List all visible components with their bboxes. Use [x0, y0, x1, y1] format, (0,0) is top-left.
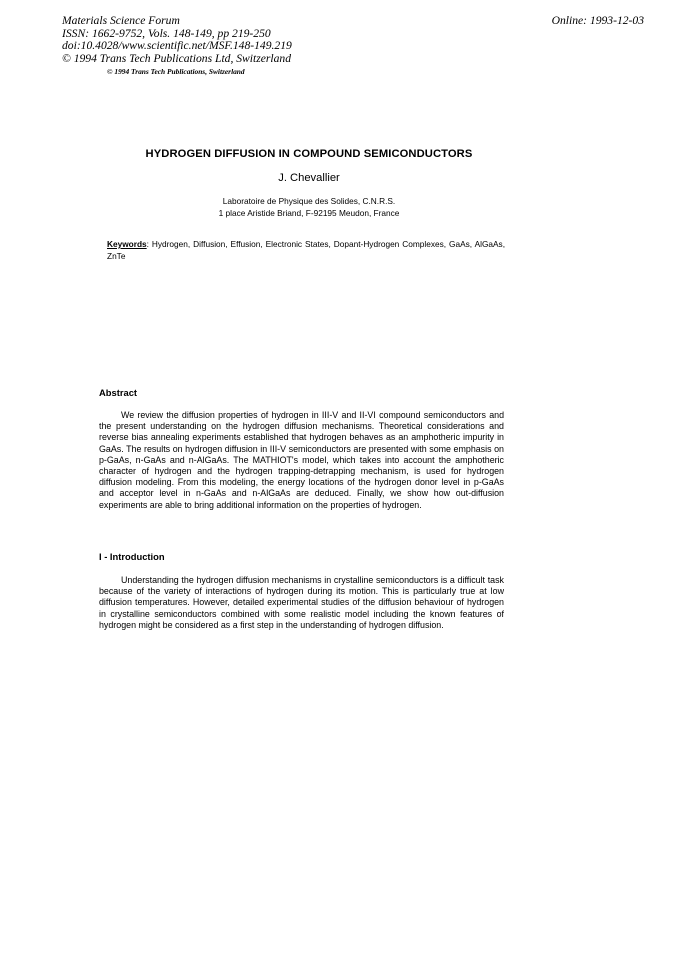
affiliation-line-1: Laboratoire de Physique des Solides, C.N.R.S. [222, 196, 396, 206]
keywords-label: Keywords [107, 239, 147, 249]
affiliation-line-2: 1 place Aristide Briand, F-92195 Meudon, France [218, 207, 400, 218]
abstract-text: We review the diffusion properties of hydrogen in III-V and II-VI compound semiconductors and the present understanding on the hydrogen diffusion mechanisms. Theoretical considerations and reverse bias annealing experiments established that hydrogen behaves as an amphotheric impurity in GaAs. The results on hydrogen diffusion in III-V semiconductors are presented with some emphasis on p-GaAs, n-GaAs and n-AlGaAs. The MATHIOT's model, which takes into account the amphotheric character of hydrogen and the hydrogen trapping-detrapping mechanism, is used for hydrogen diffusion modeling. From this modeling, the energy locations of the hydrogen donor level in p-GaAs and acceptor level in n-GaAs and n-AlGaAs are deduced. Finally, we show how out-diffusion experiments are able to bring additional information on the properties of hydrogen. [99, 410, 504, 510]
introduction-text: Understanding the hydrogen diffusion mechanisms in crystalline semiconductors is a difficult task because of the variety of interactions of hydrogen during its motion. This is particularly true at low diffusion temperatures. However, detailed experimental studies of the diffusion behaviour of hydrogen in crystalline semiconductors combined with some realistic model including the known features of hydrogen might be considered as a first step in the understanding of hydrogen diffusion. [99, 575, 504, 630]
citation-header [62, 15, 292, 65]
author-name: J. Chevallier [278, 172, 340, 184]
introduction-body [99, 575, 504, 631]
paper-title: HYDROGEN DIFFUSION IN COMPOUND SEMICONDUCTORS [145, 148, 473, 160]
doi-line: doi:10.4028/www.scientific.net/MSF.148-149.219 [62, 39, 292, 53]
online-date: Online: 1993-12-03 [551, 14, 644, 27]
copyright-line: © 1994 Trans Tech Publications Ltd, Switzerland [62, 51, 292, 65]
issn-line: ISSN: 1662-9752, Vols. 148-149, pp 219-250 [62, 26, 271, 40]
abstract-body [99, 410, 504, 511]
journal-name: Materials Science Forum [62, 14, 180, 27]
keywords-text: : Hydrogen, Diffusion, Effusion, Electronic States, Dopant-Hydrogen Complexes, GaAs, AlGaAs, ZnTe [107, 239, 505, 261]
abstract-heading: Abstract [99, 387, 138, 398]
publisher-copyright: © 1994 Trans Tech Publications, Switzerland [107, 67, 245, 76]
introduction-heading: I - Introduction [99, 551, 165, 562]
affiliation [0, 196, 618, 219]
keywords [107, 239, 505, 262]
